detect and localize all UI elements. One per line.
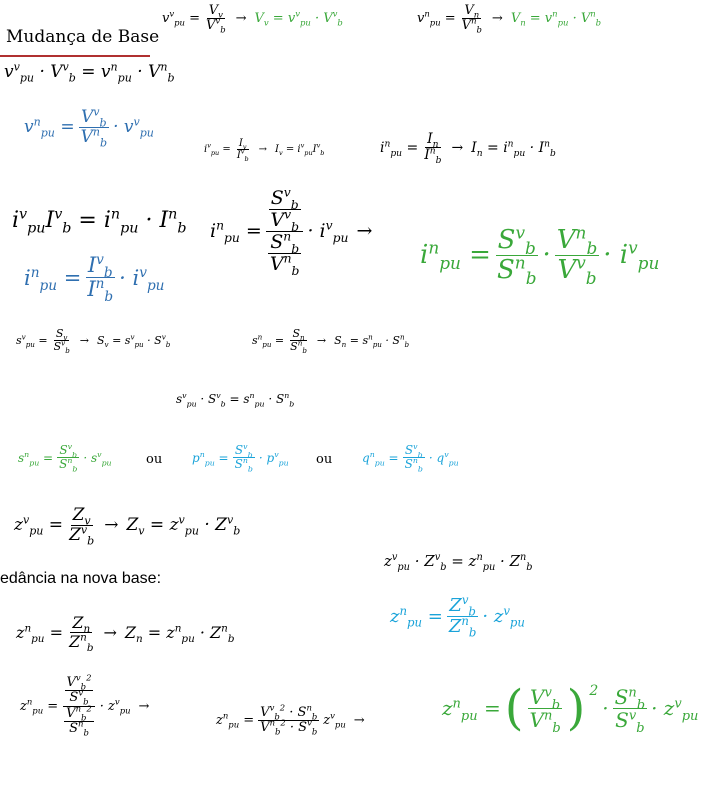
equation-vpu-n-def: $v^n_{pu}$ = $\frac{V_n}{V^n_b}$ → $V_n = v^n_{pu} \cdot V^n_b$ xyxy=(417,3,602,35)
equation-ppu-n-result: $p^n_{pu}$ = $\frac{S^v_b}{S^n_b}$ · $p^v_{pu}$ xyxy=(192,442,289,474)
equation-zpu-n-final: $z^n_{pu}$ = ( $\frac{V^v_b}{V^n_b}$ ) $^2$ · $\frac{S^n_b}{S^v_b}$ · $z^v_{pu}$ xyxy=(442,680,699,736)
equation-qpu-n-result: $q^n_{pu}$ = $\frac{S^v_b}{S^n_b}$ · $q^v_{pu}$ xyxy=(362,442,459,474)
equation-spu-v-def: $s^v_{pu}$ = $\frac{S_v}{S^v_b}$ → $S_v = s^v_{pu} \cdot S^v_b$ xyxy=(16,327,171,356)
equation-ipu-n-compound: $i^n_{pu}$ = $\frac{\frac{S^v_b}{V^v_b}}{\frac{S^n_b}{V^n_b}}$ · $i^v_{pu}$ → xyxy=(210,185,373,278)
equation-spu-n-result: $s^n_{pu}$ = $\frac{S^v_b}{S^n_b}$ · $s^v_{pu}$ xyxy=(18,442,112,474)
equation-zpu-n-def: $z^n_{pu}$ = $\frac{Z_n}{Z^n_b}$ → $Z_n = z^n_{pu} \cdot Z^n_b$ xyxy=(16,613,235,654)
subheading-nova-base: edância na nova base: xyxy=(0,570,162,587)
separator-ou-2: ou xyxy=(316,452,333,467)
title-underline xyxy=(0,55,150,57)
equation-zpu-n-result: $z^n_{pu}$ = $\frac{Z^v_b}{Z^n_b}$ · $z^v_{pu}$ xyxy=(390,593,525,640)
equation-spu-n-def: $s^n_{pu}$ = $\frac{S_n}{S^n_b}$ → $S_n = s^n_{pu} \cdot S^n_b$ xyxy=(252,327,410,356)
equation-current-equality: $i^v_{pu}I^v_b = i^n_{pu} \cdot I^n_b$ xyxy=(12,206,187,237)
section-title: Mudança de Base xyxy=(6,27,160,47)
equation-impedance-equality: $z^v_{pu} \cdot Z^v_b = z^n_{pu} \cdot Z^n_b$ xyxy=(384,552,533,573)
equation-ipu-n-result: $i^n_{pu}$ = $\frac{I^v_b}{I^n_b}$ · $i^v_{pu}$ xyxy=(24,252,165,306)
equation-zpu-n-compound: $z^n_{pu}$ = $\frac{\frac{V^v_b^2}{S^v_b}}{\frac{V^n_b^2}{S^n_b}}$ · $z^v_{pu}$ → xyxy=(20,672,150,738)
equation-ipu-n-def: $i^n_{pu}$ = $\frac{I_n}{I^n_b}$ → $I_n = i^n_{pu} \cdot I^n_b$ xyxy=(380,131,556,167)
separator-ou-1: ou xyxy=(146,452,163,467)
equation-ipu-n-final: $i^n_{pu}$ = $\frac{S^v_b}{S^n_b}$ · $\frac{V^n_b}{V^v_b}$ · $i^v_{pu}$ xyxy=(420,222,660,288)
equation-voltage-equality: $v^v_{pu} \cdot V^v_b = v^n_{pu} \cdot V^n_b$ xyxy=(4,60,175,85)
equation-zpu-v-def: $z^v_{pu}$ = $\frac{Z_v}{Z^v_b}$ → $Z_v = z^v_{pu} \cdot Z^v_b$ xyxy=(14,505,241,548)
equation-vpu-n-result: $v^n_{pu}$ = $\frac{V^v_b}{V^n_b}$ · $v^v_{pu}$ xyxy=(24,105,154,150)
equation-vpu-v-def: $v^v_{pu}$ = $\frac{V_v}{V^v_b}$ → $V_v = v^v_{pu} \cdot V^v_b$ xyxy=(162,3,343,35)
equation-zpu-n-expanded: $z^n_{pu}$ = $\frac{V^v_b^2 \cdot S^n_b}{V^n_b^2 \cdot S^v_b}$ $z^v_{pu}$ → xyxy=(216,702,365,737)
equation-ipu-v-def: $i^v_{pu}$ = $\frac{I_v}{I^v_b}$ → $I_v = i^v_{pu}I^v_b$ xyxy=(204,138,325,163)
equation-power-equality: $s^v_{pu} \cdot S^v_b = s^n_{pu} \cdot S^n_b$ xyxy=(176,391,295,409)
